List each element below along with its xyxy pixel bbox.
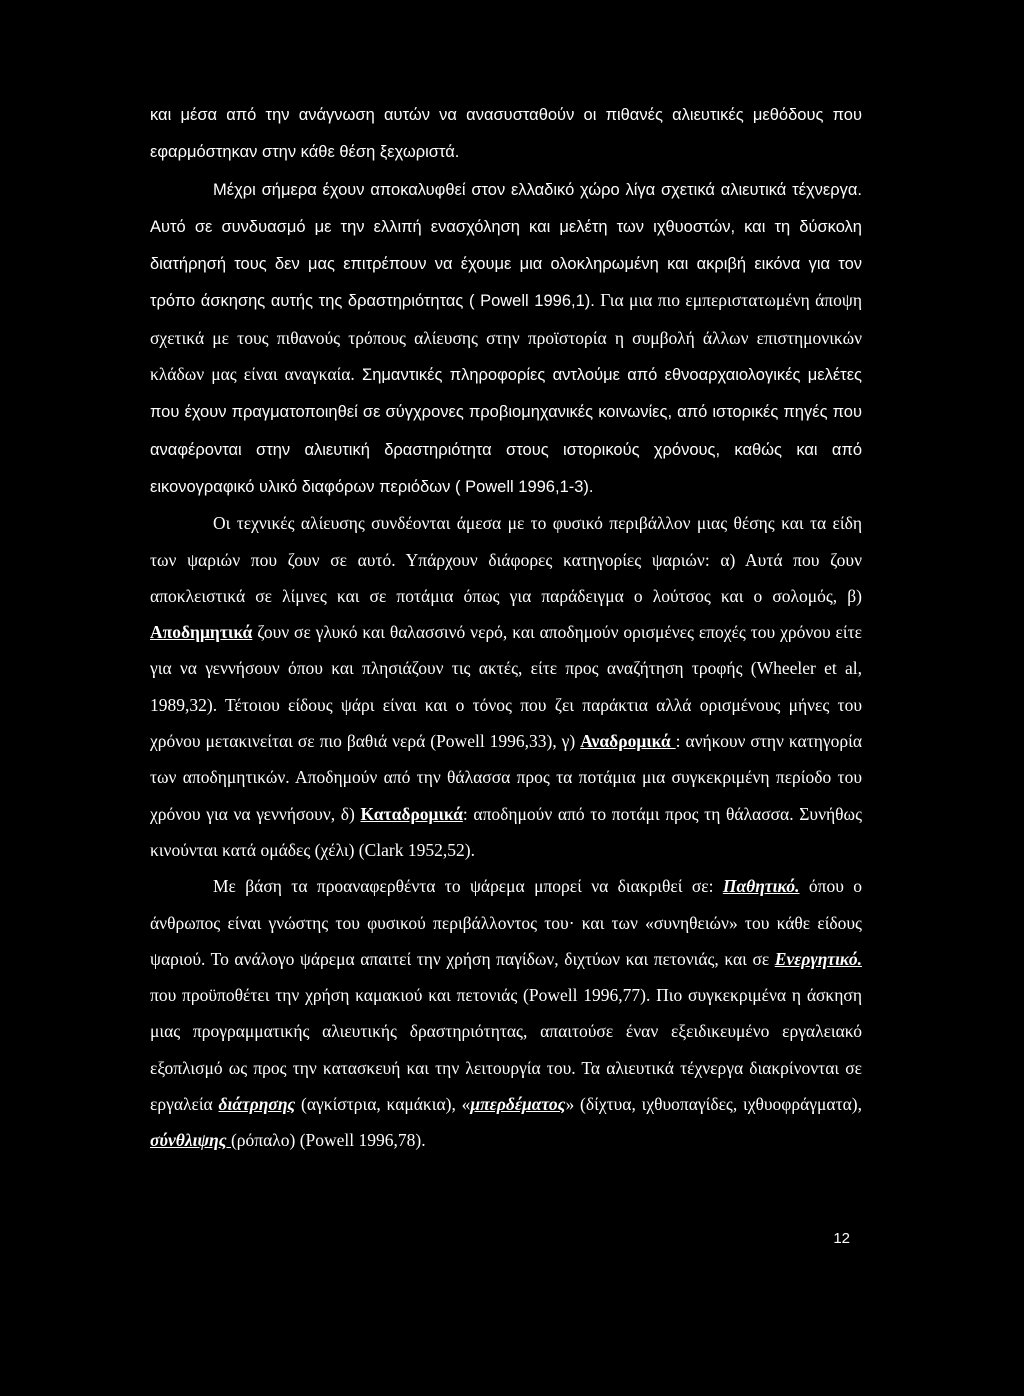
text: : ανήκουν στην κατηγορία των αποδημητικών. Αποδημούν από την θάλασσα προς τα ποτάμια μια συγκεκριμένη περίοδο του χρόνου για να γεννήσουν, δ): [150, 731, 862, 824]
text: : αποδημούν από το ποτάμι προς τη θάλασσα. Συνήθως κινούνται κατά ομάδες (χέλι) (Clark 1952,52).: [150, 803, 862, 860]
term-diatrisis: διάτρησης: [218, 1094, 296, 1115]
term-katadromika: Καταδρομικά: [360, 803, 463, 824]
text: και μέσα από την ανάγνωση αυτών να ανασυσταθούν οι πιθανές αλιευτικές μεθόδους που εφαρμόστηκαν στην κάθε θέση ξεχωριστά.: [150, 106, 862, 162]
term-pathitiko: Παθητικό.: [722, 876, 800, 897]
term-anadromika: Αναδρομικά: [580, 731, 676, 752]
term-synthlipsis: σύνθλιψης: [150, 1130, 231, 1151]
text: Σημαντικές πληροφορίες αντλούμε από εθνοαρχαιολογικές μελέτες που έχουν πραγματοποιηθεί σε σύγχρονες προβιομηχανικές κοινωνίες, από ιστορικές πηγές που αναφέρονται στην αλιευτική δραστηριότητα στους ιστορικούς χρόνους, καθώς και από εικονογραφικό υλικό διαφόρων περιόδων ( Powell 1996,1-3).: [150, 366, 863, 496]
text: όπου ο άνθρωπος είναι γνώστης του φυσικού περιβάλλοντος του· και των «συνηθειών» του κάθε είδους ψαριού. Το ανάλογο ψάρεμα απαιτεί την χρήση παγίδων, διχτύων και πετονιάς, και σε: [150, 876, 862, 969]
text: που προϋποθέτει την χρήση καμακιού και πετονιάς (Powell 1996,77). Πιο συγκεκριμένα η άσκηση μιας προγραμματικής αλιευτικής δραστηριότητας, απαιτούσε έναν εξειδικευμένο εργαλειακό εξοπλισμό ως προς την κατασκευή και την λειτουργία του. Τα αλιευτικά τέχνεργα διακρίνονται σε εργαλεία: [150, 985, 862, 1115]
term-mperdematos: μπερδέματος: [470, 1094, 566, 1115]
text: Με βάση τα προαναφερθέντα το ψάρεμα μπορεί να διακριθεί σε:: [213, 876, 723, 897]
text: Οι τεχνικές αλίευσης συνδέονται άμεσα με το φυσικό περιβάλλον μιας θέσης και τα είδη των ψαριών που ζουν σε αυτό. Υπάρχουν διάφορες κατηγορίες ψαριών: α) Αυτά που ζουν αποκλειστικά σε λίμνες και σε ποτάμια όπως για παράδειγμα ο λούτσος και ο σολομός, β): [150, 513, 862, 606]
text: » (δίχτυα, ιχθυοπαγίδες, ιχθυοφράγματα),: [565, 1094, 862, 1115]
text: (αγκίστρια, καμάκια), «: [295, 1094, 471, 1115]
paragraph-4: [150, 868, 862, 1158]
text: Μέχρι σήμερα έχουν αποκαλυφθεί στον ελλαδικό χώρο λίγα σχετικά αλιευτικά τέχνεργα. Αυτό σε συνδυασμό με την ελλιπή ενασχόληση και μελέτη των ιχθυοστών, και τη δύσκολη διατήρησή τους δεν μας επιτρέπουν να έχουμε μια ολοκληρωμένη και ακριβή εικόνα για τον τρόπο άσκησης αυτής της δραστηριότητας ( Powell 1996,1).: [150, 180, 862, 311]
paragraph-2: [150, 171, 862, 506]
term-apodimitika: Αποδημητικά: [150, 622, 253, 643]
term-energitiko: Ενεργητικό.: [774, 948, 862, 969]
page-number: 12: [833, 1230, 850, 1247]
paragraph-3: [150, 505, 862, 868]
paragraph-1: [150, 96, 862, 171]
text: (ρόπαλο) (Powell 1996,78).: [230, 1130, 426, 1151]
text: Για μια πιο εμπεριστατωμένη άποψη σχετικά με τους πιθανούς τρόπους αλίευσης στην προϊστορία η συμβολή άλλων επιστημονικών κλάδων μας είναι αναγκαία.: [150, 290, 862, 385]
document-body: [150, 96, 862, 1159]
text: ζουν σε γλυκό και θαλασσινό νερό, και αποδημούν ορισμένες εποχές του χρόνου είτε για να γεννήσουν όπου και πλησιάζουν τις ακτές, είτε προς αναζήτηση τροφής (Wheeler et al, 1989,32). Τέτοιου είδους ψάρι είναι και ο τόνος που ζει παράκτια αλλά ορισμένους μήνες του χρόνου μετακινείται σε πιο βαθιά νερά (Powell 1996,33), γ): [150, 622, 862, 752]
